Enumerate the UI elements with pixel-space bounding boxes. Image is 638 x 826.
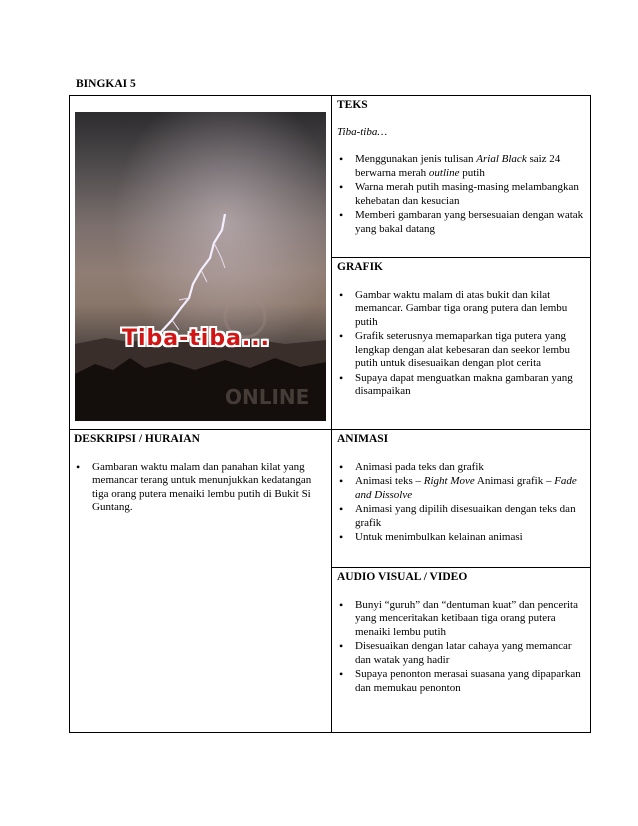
- grafik-bullet-2-text: Grafik seterusnya memaparkan tiga putera yang lengkap dengan alat kebesaran dan seekor lembu putih untuk disesuaikan dengan plot cerita: [355, 330, 571, 369]
- animasi-list: [337, 461, 585, 545]
- overlay-title-text: Tiba-tiba...: [122, 326, 270, 351]
- table-border-top: [69, 95, 591, 96]
- lightning-scene-svg: [75, 112, 326, 421]
- watermark-text: ONLINE: [225, 385, 310, 409]
- table-row-divider: [69, 429, 591, 430]
- audio-bullet-2-text: Disesuaikan dengan latar cahaya yang memancar dan watak yang hadir: [355, 640, 572, 666]
- lightning-photo: [75, 112, 326, 421]
- teks-heading: TEKS: [337, 99, 368, 111]
- list-item: [337, 461, 585, 475]
- audio-heading: AUDIO VISUAL / VIDEO: [337, 571, 468, 583]
- grafik-bullet-3-text: Supaya dapat menguatkan makna gambaran yang disampaikan: [355, 371, 573, 397]
- teks-bullet-1-text: Menggunakan jenis tulisan: [355, 153, 477, 165]
- audio-bullet-3-text: Supaya penonton merasai suasana yang dipaparkan dan memukau penonton: [355, 668, 581, 694]
- teks-intro-text: Tiba-tiba…: [337, 125, 388, 138]
- page-title: BINGKAI 5: [76, 78, 136, 90]
- grafik-cell: [337, 261, 585, 399]
- list-item: [337, 289, 585, 330]
- table-border-right: [590, 95, 591, 733]
- table-border-bottom: [69, 732, 591, 733]
- teks-bullet-1-emphasis-2: outline: [428, 166, 460, 179]
- teks-bullet-1-text-mid: saiz 24 berwarna merah: [355, 153, 561, 179]
- teks-bullet-1-text-end: putih: [459, 166, 485, 179]
- deskripsi-bullet-1-text: Gambaran waktu malam dan panahan kilat yang memancar terang untuk menunjukkan kedatangan tiga orang putera menaiki lembu putih di Bukit Si Guntang.: [92, 460, 312, 513]
- animasi-bullet-4-text: Untuk menimbulkan kelainan animasi: [355, 531, 523, 543]
- teks-cell: [337, 99, 585, 236]
- list-item: [74, 461, 324, 515]
- right-cell-divider-teks: [331, 257, 591, 258]
- animasi-bullet-1-text: Animasi pada teks dan grafik: [355, 460, 484, 473]
- table-border-left: [69, 95, 70, 733]
- teks-bullet-1-emphasis: Arial Black: [476, 153, 527, 165]
- list-item: [337, 640, 585, 667]
- table-column-divider: [331, 95, 332, 733]
- right-cell-divider-animasi: [331, 567, 591, 568]
- grafik-list: [337, 289, 585, 399]
- list-item: [337, 503, 585, 530]
- animasi-heading: ANIMASI: [337, 433, 389, 445]
- list-item: [337, 475, 585, 502]
- list-item: [337, 531, 585, 545]
- teks-bullet-3-text: Memberi gambaran yang bersesuaian dengan watak yang bakal datang: [355, 209, 584, 235]
- storyboard-table: [69, 95, 591, 733]
- deskripsi-heading: DESKRIPSI / HURAIAN: [74, 433, 200, 445]
- list-item: [337, 668, 585, 695]
- grafik-heading: GRAFIK: [337, 261, 383, 273]
- audio-bullet-1-text: Bunyi “guruh” dan “dentuman kuat” dan pencerita yang menceritakan ketibaan tiga orang putera menaiki lembu putih: [355, 598, 578, 638]
- list-item: [337, 153, 585, 180]
- teks-list: [337, 153, 585, 236]
- list-item: [337, 209, 585, 236]
- audio-cell: [337, 571, 585, 695]
- teks-intro: [337, 126, 585, 140]
- list-item: [337, 599, 585, 640]
- grafik-bullet-1-text: Gambar waktu malam di atas bukit dan kilat memancar. Gambar tiga orang putera dan lembu putih: [355, 288, 568, 328]
- animasi-bullet-2-emphasis: Right Move: [423, 475, 475, 487]
- list-item: [337, 330, 585, 371]
- animasi-bullet-2-text-mid: Animasi grafik –: [474, 475, 555, 487]
- deskripsi-cell: [74, 433, 324, 515]
- list-item: [337, 372, 585, 399]
- teks-bullet-2-text: Warna merah putih masing-masing melambangkan kehebatan dan kesucian: [355, 181, 579, 207]
- list-item: [337, 181, 585, 208]
- audio-list: [337, 599, 585, 696]
- animasi-bullet-2-emphasis-2: Fade and Dissolve: [355, 475, 577, 501]
- deskripsi-list: [74, 461, 324, 515]
- animasi-cell: [337, 433, 585, 545]
- animasi-bullet-3-text: Animasi yang dipilih disesuaikan dengan teks dan grafik: [355, 503, 576, 529]
- animasi-bullet-2-text: Animasi teks –: [355, 475, 424, 487]
